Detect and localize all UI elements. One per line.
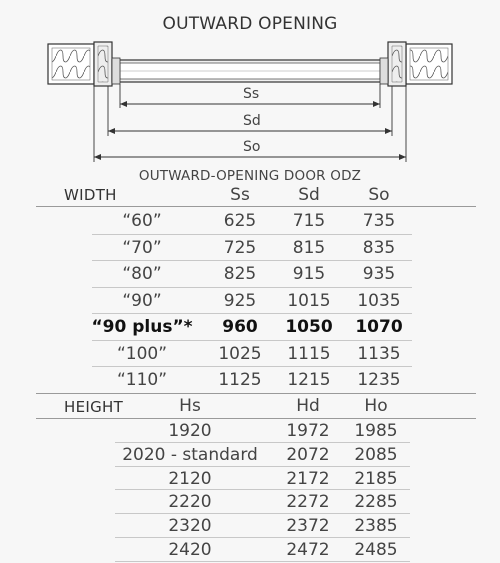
width-ss-cell: 960 [222, 317, 258, 337]
row-divider [92, 366, 412, 367]
height-hs-cell: 2020 - standard [122, 444, 258, 465]
sd-dimension-label: Sd [243, 113, 261, 129]
width-sd-cell: 915 [292, 264, 326, 284]
height-ho-cell: 2385 [354, 516, 398, 537]
width-so-cell: 1070 [355, 317, 403, 337]
col-header-so: So [368, 185, 390, 205]
width-sd-cell: 715 [292, 211, 326, 231]
height-hs-cell: 1920 [168, 421, 212, 441]
row-divider [115, 537, 410, 538]
height-hs-cell: 2220 [168, 492, 212, 513]
width-ss-cell: 825 [223, 264, 257, 284]
width-sd-cell: 1215 [287, 370, 331, 390]
width-so-cell: 735 [362, 211, 396, 231]
width-size-cell: “100” [116, 343, 168, 364]
width-ss-cell: 725 [223, 237, 257, 258]
door-leaf-section [112, 58, 388, 84]
width-size-cell: “60” [122, 211, 162, 231]
row-divider [115, 513, 410, 514]
height-ho-cell: 2085 [354, 444, 398, 465]
width-so-cell: 1135 [357, 343, 401, 364]
width-size-cell: “90 plus”* [91, 317, 193, 337]
col-header-hs: Hs [179, 396, 201, 416]
width-sd-cell: 1050 [285, 317, 333, 337]
width-header-rule [36, 206, 476, 207]
width-label: WIDTH [64, 186, 117, 204]
col-header-sd: Sd [298, 185, 320, 205]
col-header-hd: Hd [296, 396, 320, 416]
row-divider [92, 260, 412, 261]
width-so-cell: 835 [362, 237, 396, 258]
row-divider [92, 313, 412, 314]
height-hd-cell: 1972 [286, 421, 330, 441]
height-ho-cell: 2185 [354, 468, 398, 489]
width-sd-cell: 1115 [287, 343, 331, 364]
width-so-cell: 935 [362, 264, 396, 284]
height-hs-cell: 2120 [168, 468, 212, 489]
height-top-rule [36, 393, 476, 394]
height-ho-cell: 1985 [354, 421, 398, 441]
width-size-cell: “110” [116, 370, 168, 390]
so-dimension-label: So [243, 139, 261, 155]
height-hd-cell: 2172 [286, 468, 330, 489]
row-divider [92, 234, 412, 235]
row-divider [92, 340, 412, 341]
width-ss-cell: 925 [223, 290, 257, 311]
width-ss-cell: 1125 [218, 370, 262, 390]
width-ss-cell: 1025 [218, 343, 262, 364]
row-divider [92, 287, 412, 288]
height-hs-cell: 2420 [168, 540, 212, 560]
height-hd-cell: 2472 [286, 540, 330, 560]
width-sd-cell: 1015 [287, 290, 331, 311]
height-header-rule [36, 418, 476, 419]
width-so-cell: 1035 [357, 290, 401, 311]
row-divider [115, 466, 410, 467]
ss-dimension-label: Ss [243, 86, 260, 102]
height-ho-cell: 2485 [354, 540, 398, 560]
row-divider [115, 561, 410, 562]
width-size-cell: “80” [122, 264, 162, 284]
left-wall-section [48, 42, 112, 86]
width-ss-cell: 625 [223, 211, 257, 231]
height-hd-cell: 2272 [286, 492, 330, 513]
right-wall-section [388, 42, 452, 86]
table-caption: OUTWARD-OPENING DOOR ODZ [138, 168, 362, 184]
width-so-cell: 1235 [357, 370, 401, 390]
height-label: HEIGHT [64, 398, 124, 416]
col-header-ss: Ss [230, 185, 250, 205]
height-hd-cell: 2072 [286, 444, 330, 465]
row-divider [115, 489, 410, 490]
width-size-cell: “70” [122, 237, 162, 258]
width-size-cell: “90” [122, 290, 162, 311]
door-section-drawing [0, 0, 500, 170]
col-header-ho: Ho [364, 396, 388, 416]
height-ho-cell: 2285 [354, 492, 398, 513]
row-divider [115, 442, 410, 443]
height-hs-cell: 2320 [168, 516, 212, 537]
page-title: OUTWARD OPENING [162, 14, 338, 34]
width-sd-cell: 815 [292, 237, 326, 258]
height-hd-cell: 2372 [286, 516, 330, 537]
